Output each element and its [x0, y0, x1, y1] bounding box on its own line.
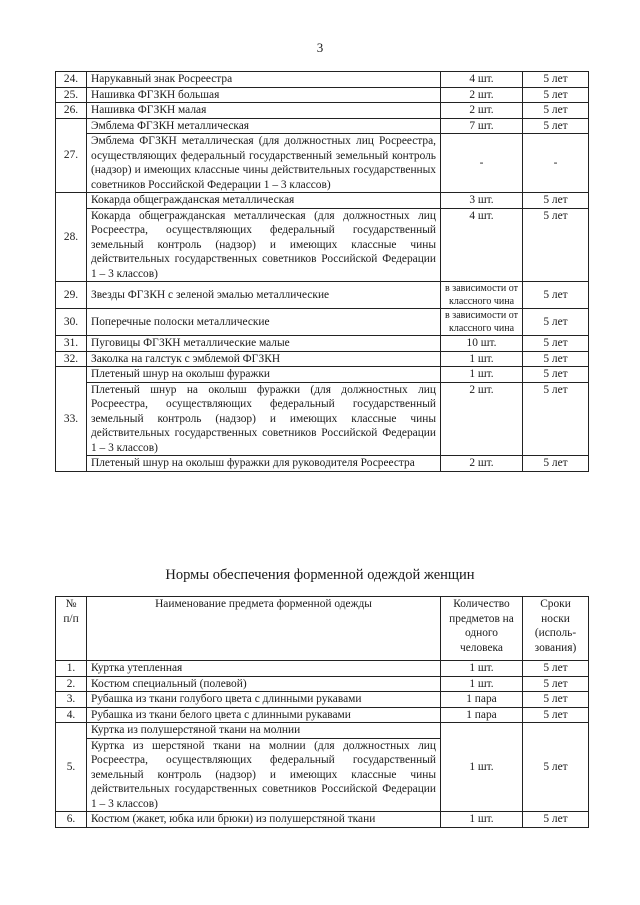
- row-number: 24.: [56, 72, 87, 88]
- item-quantity: 1 пара: [441, 692, 523, 708]
- item-quantity: -: [441, 134, 523, 193]
- row-number: 33.: [56, 367, 87, 472]
- header-term: Сроки носки (исполь-зования): [523, 597, 589, 661]
- item-term: 5 лет: [523, 692, 589, 708]
- item-name: Рубашка из ткани белого цвета с длинными рукавами: [87, 707, 441, 723]
- item-name: Пуговицы ФГЗКН металлические малые: [87, 336, 441, 352]
- row-number: 1.: [56, 661, 87, 677]
- section-title: Нормы обеспечения форменной одеждой женщин: [165, 567, 475, 583]
- item-term: 5 лет: [523, 723, 589, 812]
- item-name: Нашивка ФГЗКН малая: [87, 103, 441, 119]
- row-number: 5.: [56, 723, 87, 812]
- item-name: Эмблема ФГЗКН металлическая: [87, 118, 441, 134]
- item-name: Костюм специальный (полевой): [87, 676, 441, 692]
- table-row: [56, 692, 589, 708]
- table-row: [56, 118, 589, 134]
- table-header-row: [56, 597, 589, 661]
- table-row: [56, 661, 589, 677]
- item-name: Поперечные полоски металлические: [87, 309, 441, 336]
- table-row: [56, 208, 589, 282]
- row-number: 28.: [56, 193, 87, 282]
- item-term: 5 лет: [523, 208, 589, 282]
- table-row: [56, 282, 589, 309]
- item-quantity: в зависимости от классного чина: [441, 282, 523, 309]
- item-name: Костюм (жакет, юбка или брюки) из полушерстяной ткани: [87, 812, 441, 828]
- row-number: 4.: [56, 707, 87, 723]
- item-name: Плетеный шнур на околыш фуражки для руководителя Росреестра: [87, 456, 441, 472]
- item-name: Куртка из полушерстяной ткани на молнии: [87, 723, 441, 739]
- item-quantity: 4 шт.: [441, 208, 523, 282]
- table-row: [56, 351, 589, 367]
- women-uniform-table: [55, 596, 589, 828]
- item-term: 5 лет: [523, 661, 589, 677]
- item-name: Нарукавный знак Росреестра: [87, 72, 441, 88]
- item-term: 5 лет: [523, 367, 589, 383]
- item-quantity: 10 шт.: [441, 336, 523, 352]
- item-quantity: 1 шт.: [441, 661, 523, 677]
- item-term: 5 лет: [523, 676, 589, 692]
- header-num: № п/п: [56, 597, 87, 661]
- row-number: 32.: [56, 351, 87, 367]
- table-row: [56, 72, 589, 88]
- row-number: 29.: [56, 282, 87, 309]
- table-row: [56, 103, 589, 119]
- row-number: 27.: [56, 118, 87, 193]
- item-quantity: 2 шт.: [441, 103, 523, 119]
- item-quantity: 1 шт.: [441, 812, 523, 828]
- item-name: Эмблема ФГЗКН металлическая (для должностных лиц Росреестра, осуществляющих федеральный государственный земельный контроль (надзор) и имеющих классные чины действительных государственных советников Российской Федерации 1 – 3 классов): [87, 134, 441, 193]
- item-term: -: [523, 134, 589, 193]
- item-quantity: 7 шт.: [441, 118, 523, 134]
- table-row: [56, 193, 589, 209]
- page-number: 3: [316, 40, 324, 55]
- item-name: Нашивка ФГЗКН большая: [87, 87, 441, 103]
- uniform-insignia-table: [55, 71, 589, 472]
- item-quantity: 1 шт.: [441, 367, 523, 383]
- item-quantity: в зависимости от классного чина: [441, 309, 523, 336]
- row-number: 2.: [56, 676, 87, 692]
- item-name: Рубашка из ткани голубого цвета с длинными рукавами: [87, 692, 441, 708]
- item-quantity: 1 шт.: [441, 723, 523, 812]
- item-term: 5 лет: [523, 309, 589, 336]
- item-term: 5 лет: [523, 193, 589, 209]
- item-name: Кокарда общегражданская металлическая: [87, 193, 441, 209]
- item-quantity: 2 шт.: [441, 382, 523, 456]
- row-number: 25.: [56, 87, 87, 103]
- item-quantity: 1 пара: [441, 707, 523, 723]
- row-number: 3.: [56, 692, 87, 708]
- table-row: [56, 134, 589, 193]
- item-quantity: 1 шт.: [441, 676, 523, 692]
- item-name: Плетеный шнур на околыш фуражки: [87, 367, 441, 383]
- row-number: 31.: [56, 336, 87, 352]
- header-qty: Количество предметов на одного человека: [441, 597, 523, 661]
- item-name: Заколка на галстук с эмблемой ФГЗКН: [87, 351, 441, 367]
- table-row: [56, 456, 589, 472]
- table-row: [56, 382, 589, 456]
- item-term: 5 лет: [523, 118, 589, 134]
- item-quantity: 2 шт.: [441, 87, 523, 103]
- item-term: 5 лет: [523, 72, 589, 88]
- item-term: 5 лет: [523, 103, 589, 119]
- item-name: Кокарда общегражданская металлическая (для должностных лиц Росреестра, осуществляющих федеральный государственный земельный контроль (надзор) и имеющих классные чины действительных государственных советников Российской Федерации 1 – 3 классов): [87, 208, 441, 282]
- item-term: 5 лет: [523, 456, 589, 472]
- item-term: 5 лет: [523, 336, 589, 352]
- item-term: 5 лет: [523, 707, 589, 723]
- table-row: [56, 309, 589, 336]
- item-term: 5 лет: [523, 812, 589, 828]
- table-row: [56, 336, 589, 352]
- item-name-variant: Куртка из шерстяной ткани на молнии (для должностных лиц Росреестра, осуществляющих федеральный государственный земельный контроль (надзор) и имеющих классные чины действительных государственных советников Российской Федерации 1 – 3 классов): [87, 738, 441, 812]
- table-row: [56, 87, 589, 103]
- item-quantity: 2 шт.: [441, 456, 523, 472]
- item-term: 5 лет: [523, 282, 589, 309]
- table-row: [56, 676, 589, 692]
- row-number: 6.: [56, 812, 87, 828]
- table-row: [56, 723, 589, 739]
- table-row: [56, 707, 589, 723]
- item-term: 5 лет: [523, 87, 589, 103]
- item-name: Плетеный шнур на околыш фуражки (для должностных лиц Росреестра, осуществляющих федеральный государственный земельный контроль (надзор) и имеющих классные чины действительных государственных советников Российской Федерации 1 – 3 классов): [87, 382, 441, 456]
- item-quantity: 4 шт.: [441, 72, 523, 88]
- table-row: [56, 812, 589, 828]
- table-row: [56, 367, 589, 383]
- row-number: 30.: [56, 309, 87, 336]
- row-number: 26.: [56, 103, 87, 119]
- header-name: Наименование предмета форменной одежды: [87, 597, 441, 661]
- item-term: 5 лет: [523, 351, 589, 367]
- item-quantity: 1 шт.: [441, 351, 523, 367]
- item-name: Куртка утепленная: [87, 661, 441, 677]
- item-quantity: 3 шт.: [441, 193, 523, 209]
- item-term: 5 лет: [523, 382, 589, 456]
- item-name: Звезды ФГЗКН с зеленой эмалью металлические: [87, 282, 441, 309]
